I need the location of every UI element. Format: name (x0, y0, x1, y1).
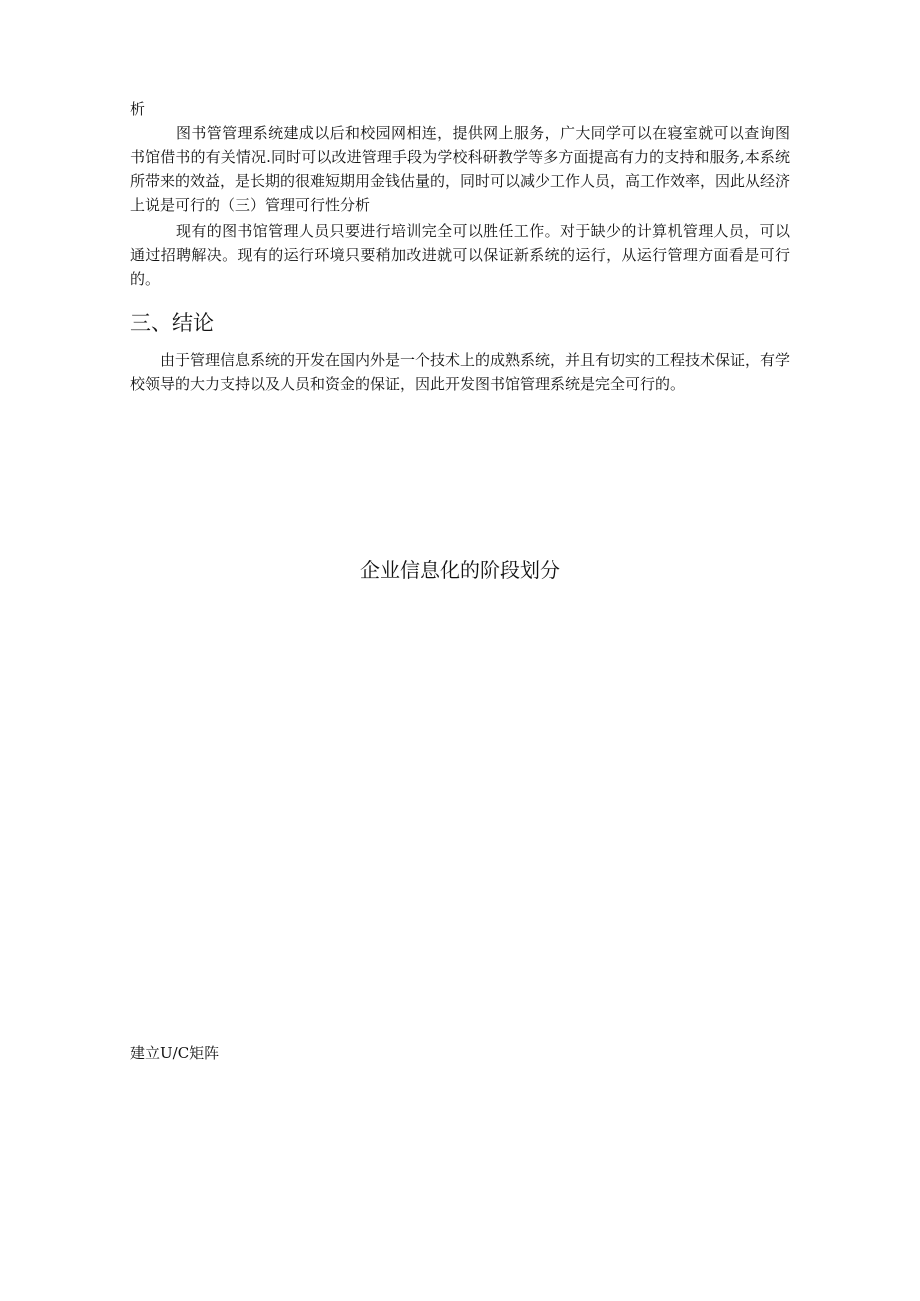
page-title: 企业信息化的阶段划分 (360, 558, 560, 582)
text-fragment: 析 (130, 100, 146, 118)
section-heading-conclusion: 三、结论 (130, 311, 214, 335)
paragraph-economic-feasibility: 图书管管理系统建成以后和校园网相连，提供网上服务，广大同学可以在寝室就可以查询图书馆借书的有关情况.同时可以改进管理手段为学校科研教学等多方面提高有力的支持和服务,本系统所带来的效益，是长期的很难短期用金钱估量的，同时可以减少工作人员，高工作效率，因此从经济上说是可行的（三）管理可行性分析 (130, 124, 791, 214)
paragraph-conclusion: 由于管理信息系统的开发在国内外是一个技术上的成熟系统，并且有切实的工程技术保证，有学校领导的大力支持以及人员和资金的保证，因此开发图书馆管理系统是完全可行的。 (130, 351, 791, 393)
paragraph-management-feasibility: 现有的图书馆管理人员只要进行培训完全可以胜任工作。对于缺少的计算机管理人员，可以通过招聘解决。现有的运行环境只要稍加改进就可以保证新系统的运行，从运行管理方面看是可行的。 (130, 222, 790, 288)
uc-matrix-label: 建立U/C矩阵 (130, 1044, 220, 1062)
